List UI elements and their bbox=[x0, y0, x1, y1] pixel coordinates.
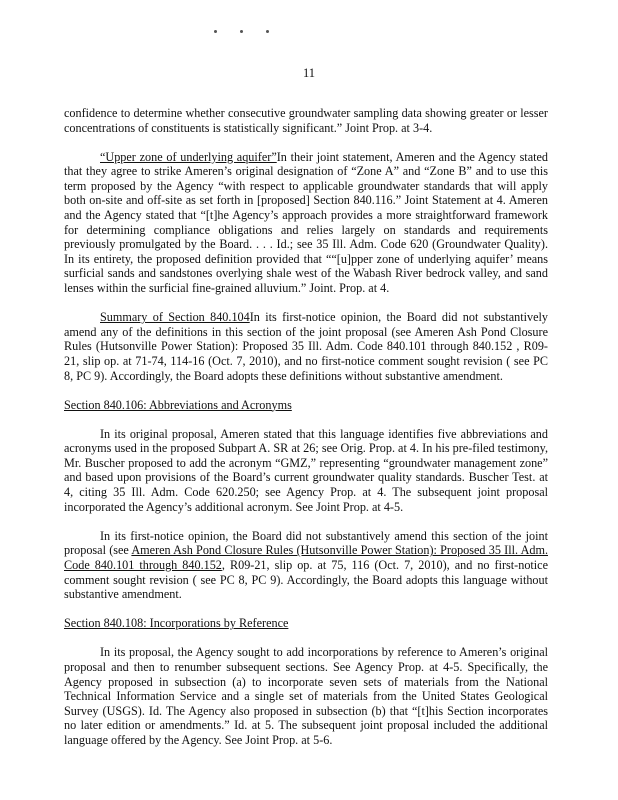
paragraph-incorporations: In its proposal, the Agency sought to add incorporations by reference to Ameren’s original proposal and then to renumber subsequent sections. See Agency Prop. at 4-5. Specifically, the Agency proposed in subsection (a) to incorporate seven sets of materials from the National Technical Information Service and a single set of materials from the United States Geological Survey (USGS). Id. The Agency also proposed in subsection (b) that “[t]his Section incorporates no later edition or amendments.” Id. at 5. The subsequent joint proposal included the additional language offered by the Agency. See Joint Prop. at 5-6. bbox=[64, 645, 548, 747]
case-citation: Ameren Ash Pond Closure Rules (Hutsonville Power Station): Proposed 35 Ill. Adm. Code 840.101 through 840.152 bbox=[64, 543, 549, 572]
page-number: 11 bbox=[302, 66, 316, 80]
paragraph-first-notice-after: , R09-21, slip op. at 75, 116 (Oct. 7, 2010), and no first-notice comment sought revision ( see PC 8, PC 9). Accordingly, the Board adopts this language without substantive amendment. bbox=[64, 557, 549, 602]
paragraph-first-notice-before: In its first-notice opinion, the Board did not substantively amend this section of the joint proposal (see bbox=[64, 528, 548, 558]
body-text bbox=[64, 106, 548, 762]
summary-heading-840-104: Summary of Section 840.104 bbox=[100, 310, 250, 325]
defined-term-upper-zone: “Upper zone of underlying aquifer” bbox=[100, 149, 277, 164]
paragraph-continuation: confidence to determine whether consecutive groundwater sampling data showing greater or lesser concentrations of constituents is statistically significant.” Joint Prop. at 3-4. bbox=[64, 106, 548, 135]
paragraph-original-proposal: In its original proposal, Ameren stated that this language identifies five abbreviations and acronyms used in the proposed Subpart A. SR at 26; see Orig. Prop. at 4. In his pre-filed testimony, Mr. Buscher proposed to add the acronym “GMZ,” representing “groundwater management zone” and based upon provisions of the Board’s current groundwater quality standards. Buscher Test. at 4, citing 35 Ill. Adm. Code 620.250; see Agency Prop. at 4. The subsequent joint proposal incorporated the Agency’s additional acronym. See Joint Prop. at 4-5. bbox=[64, 426, 548, 514]
section-heading-840-106: Section 840.106: Abbreviations and Acronyms bbox=[64, 397, 292, 412]
scan-artifact bbox=[214, 28, 274, 36]
paragraph-summary-840-104-text: In its first-notice opinion, the Board did not substantively amend any of the definitions in this section of the joint proposal (see Ameren Ash Pond Closure Rules (Hutsonville Power Station): Proposed 35 Ill. Adm. Code 840.101 through 840.152 , R09-21, slip op. at 71-74, 114-16 (Oct. 7, 2010), and no first-notice comment sought revision ( see PC 8, PC 9). Accordingly, the Board adopts these definitions without substantive amendment. bbox=[64, 310, 548, 383]
paragraph-upper-zone-text: In their joint statement, Ameren and the Agency stated that they agree to strike Ameren’s original designation of “Zone A” and “Zone B” and to use this term proposed by the Agency “with respect to applicable groundwater standards that will apply both on-site and off-site as set forth in [proposed] Section 840.116.” Joint Statement at 4. Ameren and the Agency stated that “[t]he Agency’s approach provides a more straightforward framework for determining compliance obligations and relies largely on standards and requirements previously promulgated by the Board. . . . Id.; see 35 Ill. Adm. Code 620 (Groundwater Quality). In its entirety, the proposed definition provided that ““[u]pper zone of underlying aquifer’ means surficial sands and sandstones overlying shale west of the Wabash River bedrock valley, and sand lenses within the surficial fine-grained alluvium.” Joint. Prop. at 4. bbox=[64, 149, 548, 296]
section-heading-840-108: Section 840.108: Incorporations by Reference bbox=[64, 616, 289, 631]
paragraph-summary-840-104 bbox=[64, 310, 548, 383]
paragraph-upper-zone bbox=[64, 150, 548, 296]
paragraph-first-notice bbox=[64, 529, 548, 602]
